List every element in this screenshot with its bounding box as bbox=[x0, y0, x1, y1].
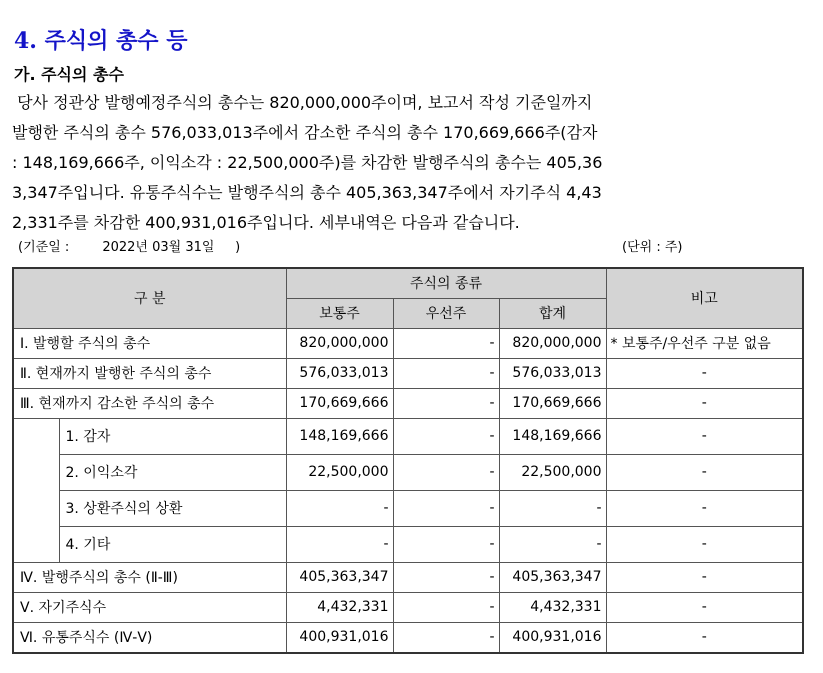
table-row bbox=[13, 592, 803, 622]
note-value: - bbox=[606, 622, 803, 653]
preferred-value: - bbox=[393, 328, 499, 358]
table-row bbox=[13, 622, 803, 653]
paragraph-line: 발행한 주식의 총수 576,033,013주에서 감소한 주식의 총수 170,669,666주(감자 bbox=[12, 123, 598, 142]
total-value: - bbox=[499, 490, 606, 526]
preferred-value: - bbox=[393, 490, 499, 526]
common-value: 170,669,666 bbox=[286, 388, 393, 418]
preferred-value: - bbox=[393, 526, 499, 562]
common-value: 148,169,666 bbox=[286, 418, 393, 454]
header-common: 보통주 bbox=[286, 298, 393, 328]
common-value: 820,000,000 bbox=[286, 328, 393, 358]
total-value: 576,033,013 bbox=[499, 358, 606, 388]
baseline-date: (기준일 : 2022년 03월 31일 ) bbox=[18, 240, 241, 255]
paragraph-line: 2,331주를 차감한 400,931,016주입니다. 세부내역은 다음과 같습니다. bbox=[12, 213, 520, 232]
total-value: 22,500,000 bbox=[499, 454, 606, 490]
row-label: Ⅱ. 현재까지 발행한 주식의 총수 bbox=[13, 358, 286, 388]
common-value: - bbox=[286, 490, 393, 526]
total-value: 4,432,331 bbox=[499, 592, 606, 622]
note-value: - bbox=[606, 490, 803, 526]
header-note: 비고 bbox=[606, 268, 803, 328]
total-value: - bbox=[499, 526, 606, 562]
paragraph-line: 3,347주입니다. 유통주식수는 발행주식의 총수 405,363,347주에서 자기주식 4,43 bbox=[12, 183, 602, 202]
note-value: - bbox=[606, 454, 803, 490]
preferred-value: - bbox=[393, 358, 499, 388]
header-total: 합계 bbox=[499, 298, 606, 328]
table-row bbox=[13, 490, 803, 526]
total-value: 400,931,016 bbox=[499, 622, 606, 653]
row-label: 4. 기타 bbox=[59, 526, 286, 562]
table-row bbox=[13, 328, 803, 358]
indent-spacer bbox=[13, 418, 59, 562]
note-value: - bbox=[606, 592, 803, 622]
paragraph-line: : 148,169,666주, 이익소각 : 22,500,000주)를 차감한 발행주식의 총수는 405,36 bbox=[12, 153, 603, 172]
note-value: * 보통주/우선주 구분 없음 bbox=[606, 328, 803, 358]
header-stock-types: 주식의 종류 bbox=[286, 268, 606, 298]
row-label: Ⅴ. 자기주식수 bbox=[13, 592, 286, 622]
note-value: - bbox=[606, 388, 803, 418]
row-label: Ⅰ. 발행할 주식의 총수 bbox=[13, 328, 286, 358]
header-category: 구 분 bbox=[13, 268, 286, 328]
common-value: 576,033,013 bbox=[286, 358, 393, 388]
note-value: - bbox=[606, 358, 803, 388]
preferred-value: - bbox=[393, 562, 499, 592]
preferred-value: - bbox=[393, 418, 499, 454]
row-label: Ⅵ. 유통주식수 (Ⅳ-Ⅴ) bbox=[13, 622, 286, 653]
table-row bbox=[13, 418, 803, 454]
row-label: Ⅳ. 발행주식의 총수 (Ⅱ-Ⅲ) bbox=[13, 562, 286, 592]
table-row bbox=[13, 358, 803, 388]
preferred-value: - bbox=[393, 622, 499, 653]
header-preferred: 우선주 bbox=[393, 298, 499, 328]
row-label: Ⅲ. 현재까지 감소한 주식의 총수 bbox=[13, 388, 286, 418]
stock-total-table bbox=[12, 267, 804, 654]
row-label: 3. 상환주식의 상환 bbox=[59, 490, 286, 526]
paragraph-line: 당사 정관상 발행예정주식의 총수는 820,000,000주이며, 보고서 작성 기준일까지 bbox=[12, 93, 593, 112]
common-value: 400,931,016 bbox=[286, 622, 393, 653]
note-value: - bbox=[606, 418, 803, 454]
subsection-heading: 가. 주식의 총수 bbox=[14, 65, 124, 84]
total-value: 170,669,666 bbox=[499, 388, 606, 418]
note-value: - bbox=[606, 526, 803, 562]
description-paragraph bbox=[12, 88, 602, 238]
preferred-value: - bbox=[393, 454, 499, 490]
preferred-value: - bbox=[393, 592, 499, 622]
common-value: 22,500,000 bbox=[286, 454, 393, 490]
common-value: - bbox=[286, 526, 393, 562]
table-row bbox=[13, 388, 803, 418]
total-value: 820,000,000 bbox=[499, 328, 606, 358]
table-row bbox=[13, 562, 803, 592]
preferred-value: - bbox=[393, 388, 499, 418]
row-label: 1. 감자 bbox=[59, 418, 286, 454]
table-row bbox=[13, 454, 803, 490]
row-label: 2. 이익소각 bbox=[59, 454, 286, 490]
common-value: 4,432,331 bbox=[286, 592, 393, 622]
table-row bbox=[13, 526, 803, 562]
note-value: - bbox=[606, 562, 803, 592]
common-value: 405,363,347 bbox=[286, 562, 393, 592]
section-heading: 4. 주식의 총수 등 bbox=[14, 28, 188, 54]
unit-label: (단위 : 주) bbox=[622, 240, 683, 255]
total-value: 405,363,347 bbox=[499, 562, 606, 592]
total-value: 148,169,666 bbox=[499, 418, 606, 454]
